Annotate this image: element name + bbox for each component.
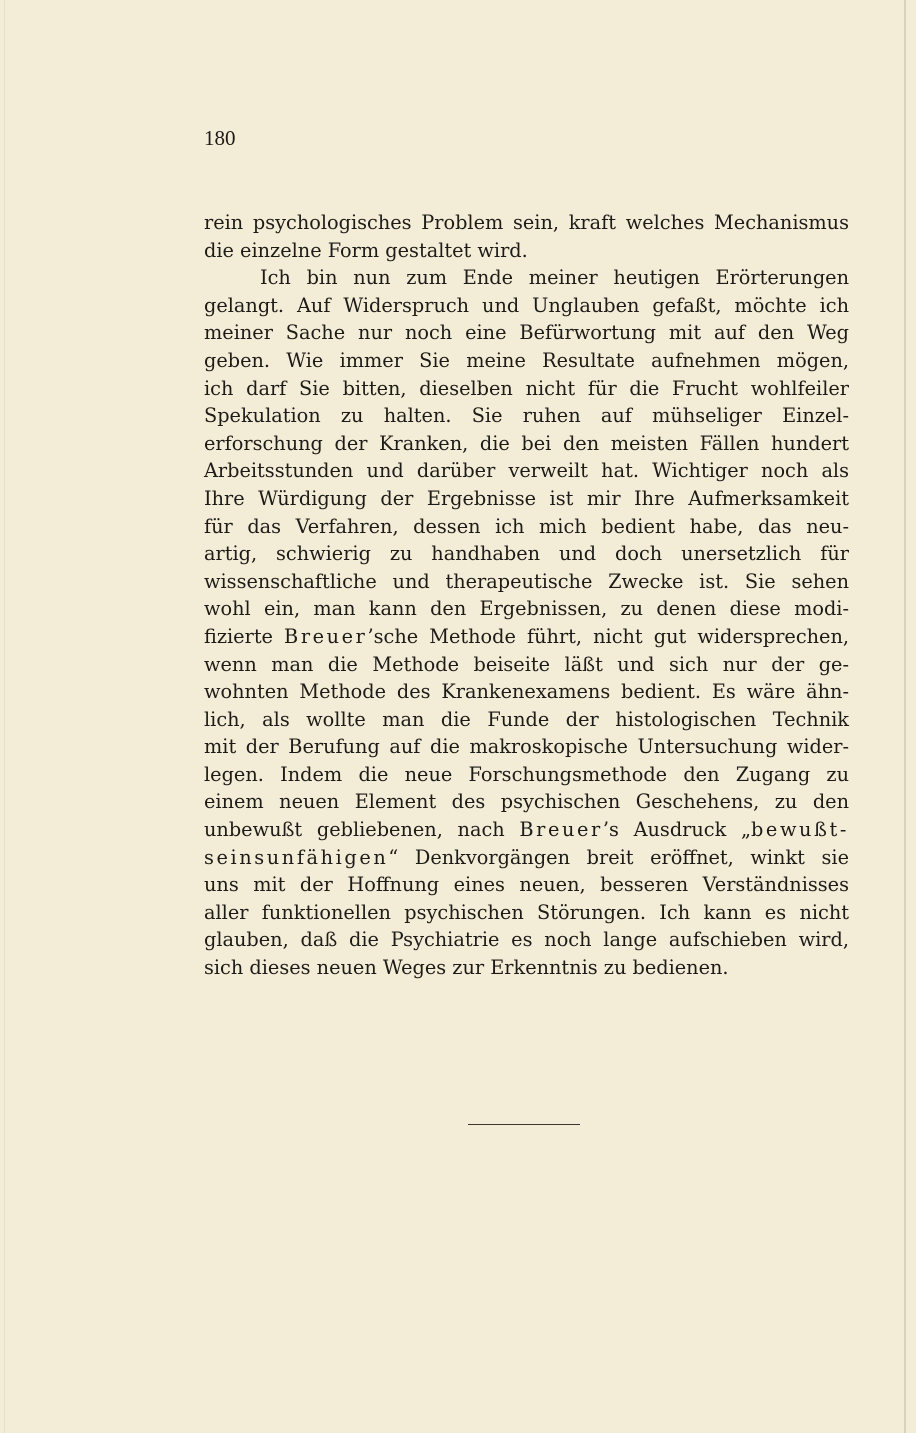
text-line: sich dieses neuen Weges zur Erkenntnis zu bedienen. (204, 956, 729, 980)
text-line: artig, schwierig zu handhaben und doch unersetzlich für (204, 542, 849, 566)
text-line: gelangt. Auf Widerspruch und Unglauben gefaßt, möchte ich (204, 293, 849, 317)
body-text (204, 209, 849, 982)
text-line: lich, als wollte man die Funde der histologischen Technik (204, 707, 849, 731)
page-number: 180 (204, 126, 236, 150)
text-line: wissenschaftliche und therapeutische Zwecke ist. Sie sehen (204, 569, 849, 593)
text-line: für das Verfahren, dessen ich mich bedient habe, das neu- (204, 514, 849, 538)
text-line: wenn man die Methode beiseite läßt und sich nur der ge- (204, 652, 849, 676)
text-line: Spekulation zu halten. Sie ruhen auf mühseliger Einzel- (204, 404, 849, 428)
text-line: ich darf Sie bitten, dieselben nicht für die Frucht wohlfeiler (204, 376, 849, 400)
text-line: fizierte Breuer’sche Methode führt, nicht gut widersprechen, (204, 624, 849, 648)
text-line: aller funktionellen psychischen Störungen. Ich kann es nicht (204, 900, 849, 924)
end-rule (468, 1124, 580, 1125)
text-line: die einzelne Form gestaltet wird. (204, 238, 528, 262)
text-line: mit der Berufung auf die makroskopische Untersuchung wider- (204, 735, 849, 759)
spaced-name: Breuer (284, 624, 368, 648)
spaced-term: bewußt- (750, 818, 850, 842)
text-line: wohnten Methode des Krankenexamens bedient. Es wäre ähn- (204, 680, 849, 704)
text-line: legen. Indem die neue Forschungsmethode den Zugang zu (204, 762, 849, 786)
text-line: Ich bin nun zum Ende meiner heutigen Erörterungen (260, 266, 849, 290)
text-line: rein psychologisches Problem sein, kraft welches Mechanismus (204, 211, 849, 234)
text-line: wohl ein, man kann den Ergebnissen, zu denen diese modi- (204, 597, 849, 621)
text-line: einem neuen Element des psychischen Geschehens, zu den (204, 790, 849, 814)
page-right-edge (904, 0, 906, 1433)
spaced-name: Breuer (519, 818, 603, 842)
text-line: Arbeitsstunden und darüber verweilt hat. Wichtiger noch als (204, 459, 849, 483)
text-line: meiner Sache nur noch eine Befürwortung mit auf den Weg (204, 321, 849, 345)
text-line: Ihre Würdigung der Ergebnisse ist mir Ihre Aufmerksamkeit (204, 486, 849, 510)
text-line: seinsunfähigen“ Denkvorgängen breit eröffnet, winkt sie (204, 845, 849, 869)
text-line: unbewußt gebliebenen, nach Breuer’s Ausdruck „bewußt- (204, 818, 850, 842)
page-left-edge (4, 0, 5, 1433)
text-line: erforschung der Kranken, die bei den meisten Fällen hundert (204, 431, 849, 455)
text-line: geben. Wie immer Sie meine Resultate aufnehmen mögen, (204, 348, 849, 372)
text-line: uns mit der Hoffnung eines neuen, besseren Verständnisses (204, 873, 849, 897)
spaced-term: seinsunfähigen (204, 845, 389, 869)
text-line: glauben, daß die Psychiatrie es noch lange aufschieben wird, (204, 928, 849, 952)
